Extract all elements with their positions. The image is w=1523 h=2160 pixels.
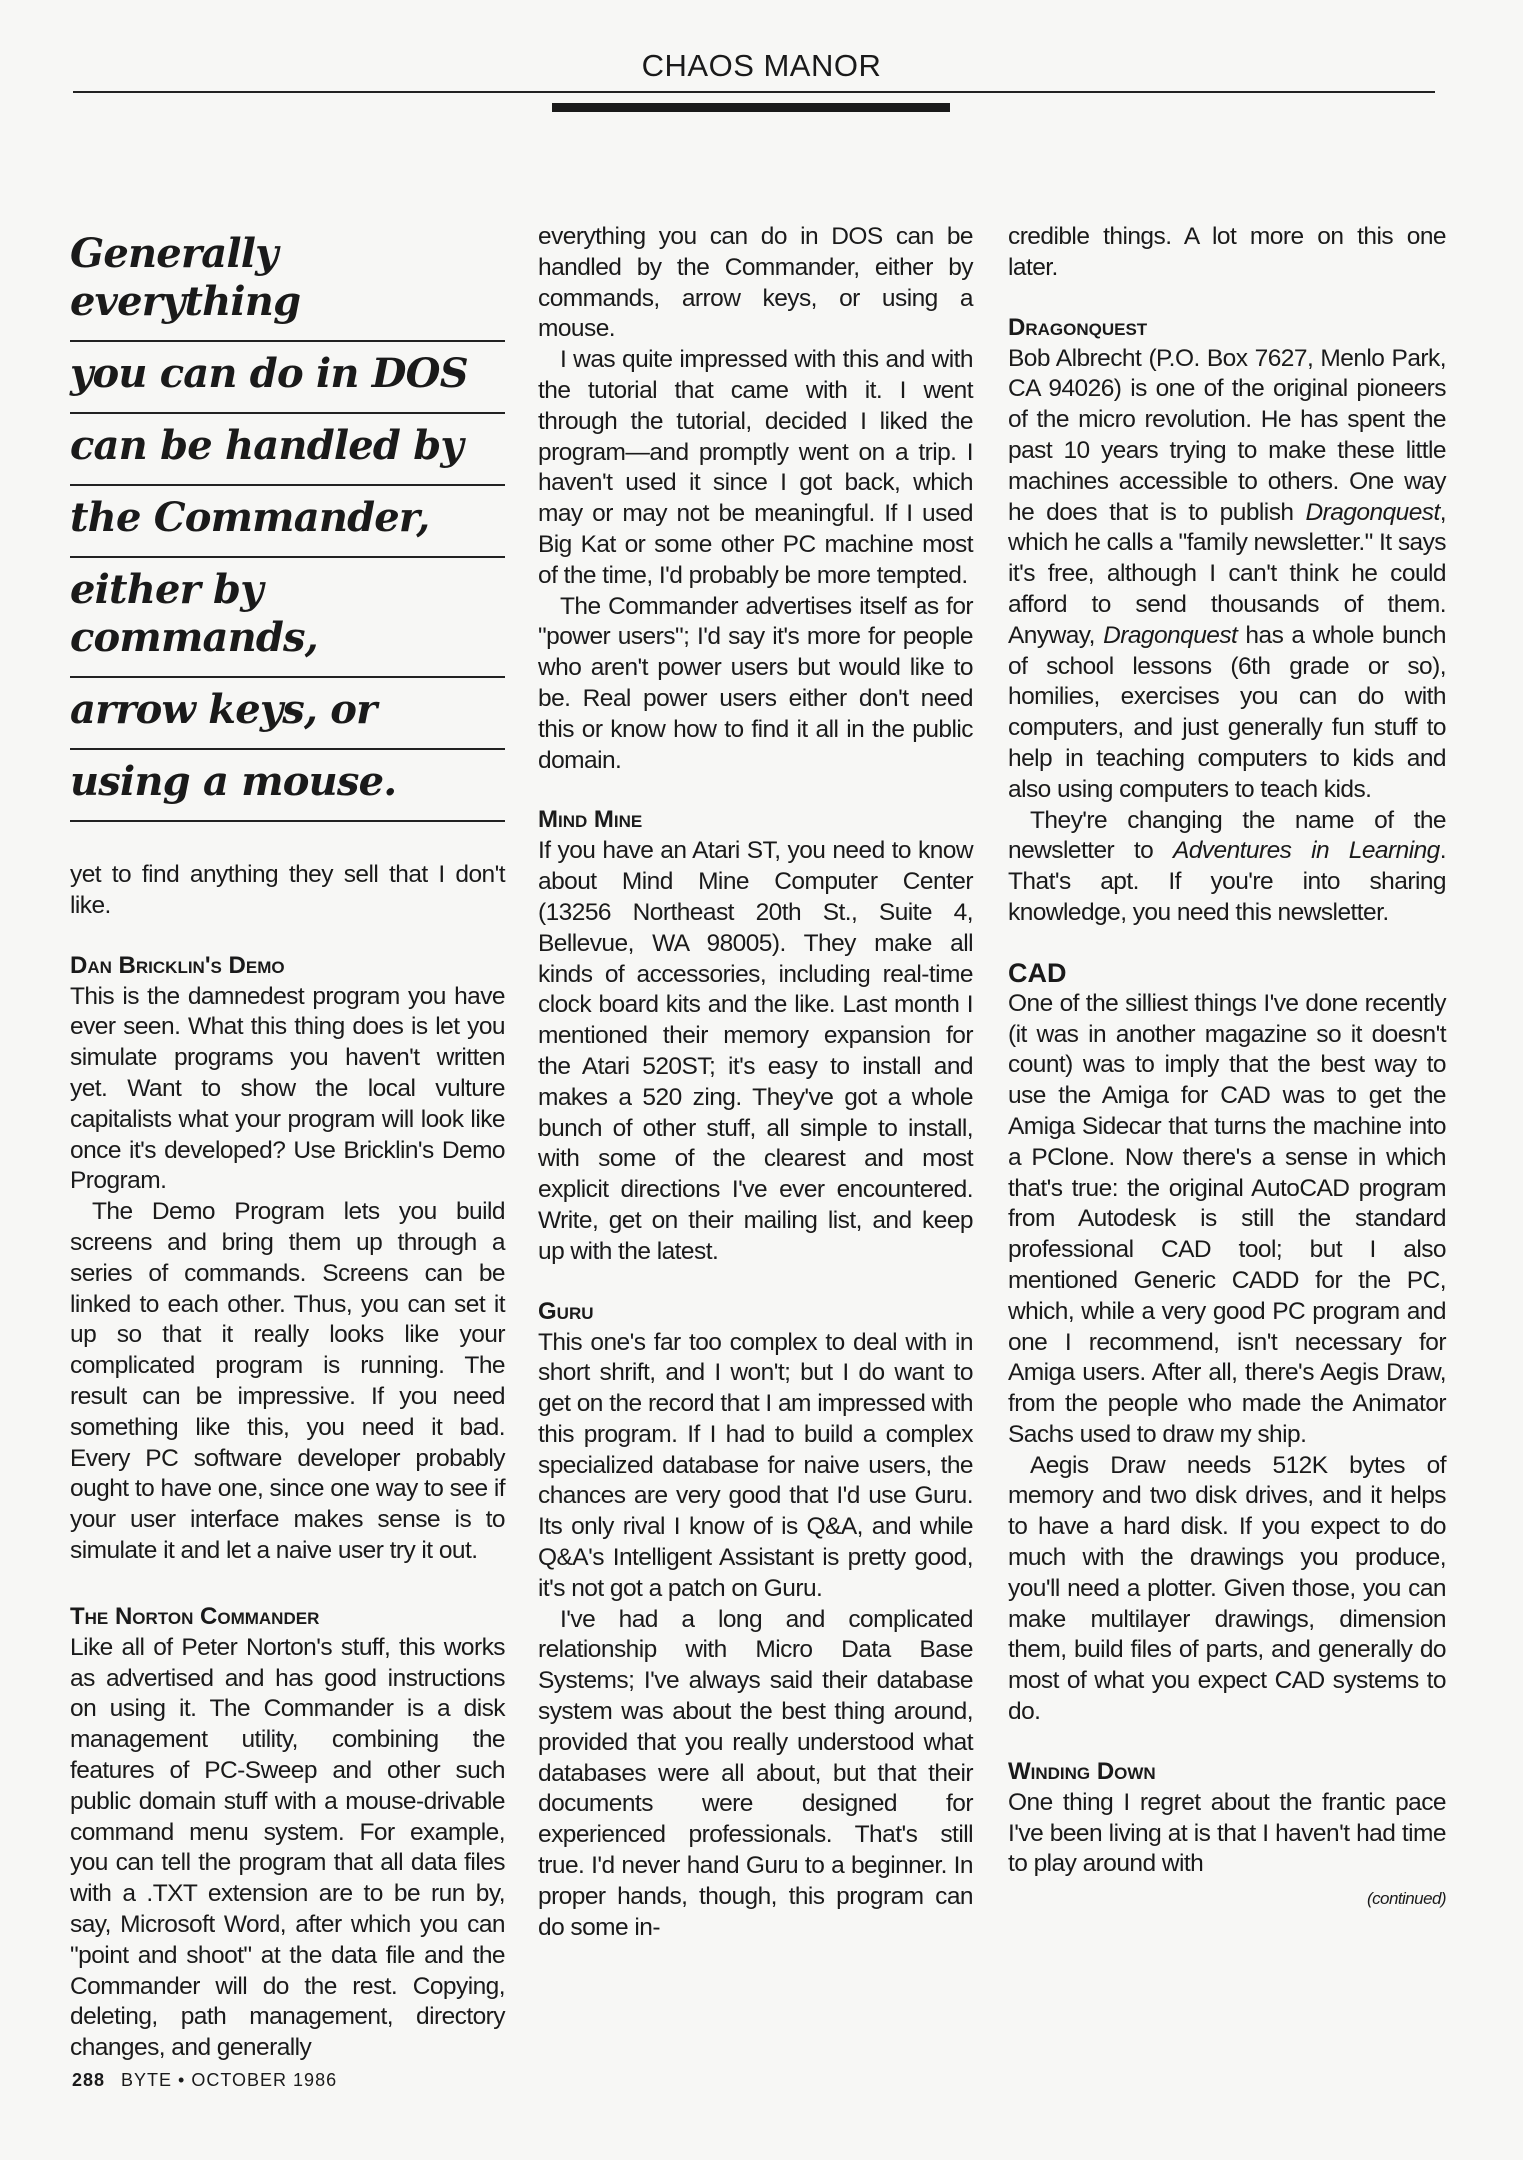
publication-title: Dragonquest xyxy=(1305,498,1440,526)
column-2 xyxy=(538,222,973,1943)
section-heading-demo: Dan Bricklin's Demo xyxy=(70,951,285,979)
magazine-issue: BYTE • OCTOBER 1986 xyxy=(121,2070,338,2090)
pull-quote-line: using a mouse. xyxy=(70,750,505,822)
header-bar xyxy=(552,103,950,112)
section-heading-dragonquest: Dragonquest xyxy=(1008,313,1148,341)
pull-quote-line: you can do in DOS xyxy=(70,342,505,414)
paragraph: Like all of Peter Norton's stuff, this works as advertised and has good instructions on using it. The Commander is a disk management utility, combining the features of PC-Sweep and other such public domain stuff with a mouse-drivable command menu system. For example, you can tell the program that all data files with a .TXT extension are to be run by, say, Microsoft Word, after which you can "point and shoot" at the data file and the Commander will do the rest. Copying, deleting, path management, directory changes, and generally xyxy=(70,1633,505,2062)
paragraph: credible things. A lot more on this one later. xyxy=(1008,223,1446,281)
section-heading-cad: CAD xyxy=(1008,957,1067,988)
column-1 xyxy=(70,222,505,2064)
publication-title: Adventures in Learning xyxy=(1172,837,1440,865)
pull-quote-line: either by commands, xyxy=(70,558,505,678)
paragraph: The Demo Program lets you build screens and bring them up through a series of commands. Screens can be linked to each other. Thus, you can set it up so that it really looks like your complicated program is running. The result can be impressive. If you need something like this, you need it bad. Every PC software developer probably ought to have one, since one way to see if your user interface makes sense is to simulate it and let a naive user try it out. xyxy=(70,1198,505,1564)
continued-note: (continued) xyxy=(1367,1889,1446,1909)
section-heading-norton: The Norton Commander xyxy=(70,1602,320,1630)
paragraph: One thing I regret about the frantic pace I've been living at is that I haven't had time to play around with xyxy=(1008,1788,1446,1878)
paragraph: This one's far too complex to deal with in short shrift, and I won't; but I do want to get on the record that I am impressed with this program. If I had to build a complex specialized database for naive users, the chances are very good that I'd use Guru. Its only rival I know of is Q&A, and while Q&A's Intelligent Assistant is pretty good, it's not got a patch on Guru. xyxy=(538,1328,973,1602)
page-footer xyxy=(72,2070,337,2091)
text: They're changing the name of the newsletter to xyxy=(1008,806,1446,865)
page-number: 288 xyxy=(72,2070,106,2090)
pull-quote-line: arrow keys, or xyxy=(70,678,505,750)
pull-quote-line: can be handled by xyxy=(70,414,505,486)
section-heading-winding-down: Winding Down xyxy=(1008,1757,1156,1785)
publication-title: Dragonquest xyxy=(1103,621,1238,649)
text: Bob Albrecht (P.O. Box 7627, Menlo Park, CA 94026) is one of the original pioneers of the micro revolution. He has spent the past 10 years trying to make these little machines accessible to others. One way he does that is to publish xyxy=(1008,344,1446,526)
paragraph: One of the silliest things I've done recently (it was in another magazine so it doesn't count) was to imply that the best way to use the Amiga for CAD was to get the Amiga Sidecar that turns the machine into a PClone. Now there's a sense in which that's true: the original AutoCAD program from Autodesk is still the standard professional CAD tool; but I also mentioned Generic CADD for the PC, which, while a very good PC program and one I recommend, isn't necessary for Amiga users. After all, there's Aegis Draw, from the people who made the Animator Sachs used to draw my ship. xyxy=(1008,989,1446,1448)
paragraph: If you have an Atari ST, you need to know about Mind Mine Computer Center (13256 Northeast 20th St., Suite 4, Bellevue, WA 98005). They make all kinds of accessories, including real-time clock board kits and the like. Last month I mentioned their memory expansion for the Atari 520ST; it's easy to install and makes a 520 zing. They've got a whole bunch of other stuff, all simple to install, with some of the clearest and most explicit directions I've ever encountered. Write, get on their mailing list, and keep up with the latest. xyxy=(538,837,973,1265)
section-heading-mind-mine: Mind Mine xyxy=(538,806,643,834)
pull-quote xyxy=(70,222,505,822)
paragraph: yet to find anything they sell that I don't like. xyxy=(70,861,505,919)
paragraph: This is the damnedest program you have ever seen. What this thing does is let you simulate programs you haven't written yet. Want to show the local vulture capitalists what your program will look like once it's developed? Use Bricklin's Demo Program. xyxy=(70,982,505,1195)
paragraph xyxy=(1008,806,1446,929)
header-rule xyxy=(73,91,1435,93)
paragraph xyxy=(1008,344,1446,806)
paragraph: Aegis Draw needs 512K bytes of memory and two disk drives, and it helps to have a hard disk. If you expect to do much with the drawings you produce, you'll need a plotter. Given those, you can make multilayer drawings, dimension them, build files of parts, and generally do most of what you expect CAD systems to do. xyxy=(1008,1451,1446,1726)
paragraph: I've had a long and complicated relationship with Micro Data Base Systems; I've always said their database system was about the best thing around, provided that you really understood what databases were all about, but that their documents were designed for experienced professionals. That's still true. I'd never hand Guru to a beginner. In proper hands, though, this program can do some in- xyxy=(538,1605,973,1941)
paragraph: The Commander advertises itself as for "power users"; I'd say it's more for people who aren't power users but would like to be. Real power users either don't need this or know how to find it all in the public domain. xyxy=(538,592,973,774)
section-heading-guru: Guru xyxy=(538,1297,594,1325)
text: . That's apt. If you're into sharing knowledge, you need this newsletter. xyxy=(1008,837,1446,926)
running-head: CHAOS MANOR xyxy=(641,48,882,83)
paragraph: everything you can do in DOS can be handled by the Commander, either by commands, arrow keys, or using a mouse. xyxy=(538,223,973,343)
pull-quote-line: Generally everything xyxy=(70,222,505,342)
column-3 xyxy=(1008,222,1446,1915)
paragraph: I was quite impressed with this and with the tutorial that came with it. I went through the tutorial, decided I liked the program—and promptly went on a trip. I haven't used it since I got back, which may or may not be meaningful. If I used Big Kat or some other PC machine most of the time, I'd probably be more tempted. xyxy=(538,346,973,589)
text: has a whole bunch of school lessons (6th grade or so), homilies, exercises you can do with computers, and just generally fun stuff to help in teaching computers to kids and also using computers to teach kids. xyxy=(1008,621,1446,803)
text: , which he calls a "family newsletter." It says it's free, although I can't think he could afford to send thousands of them. Anyway, xyxy=(1008,498,1446,649)
pull-quote-line: the Commander, xyxy=(70,486,505,558)
